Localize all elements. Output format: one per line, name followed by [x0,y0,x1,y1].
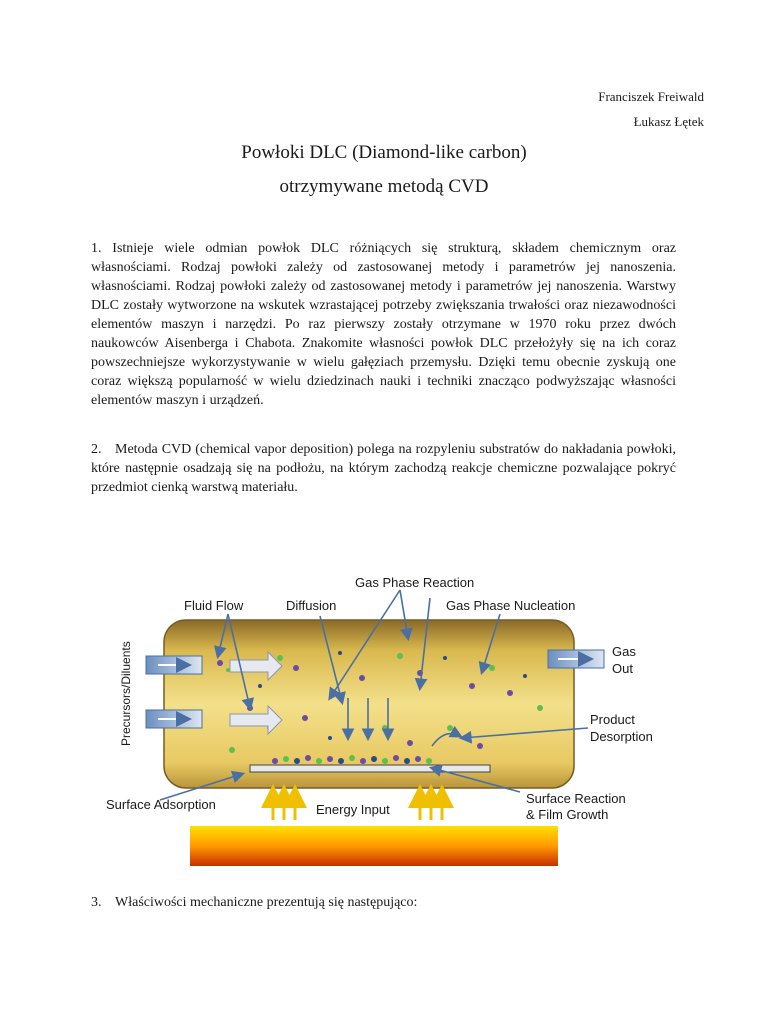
cvd-process-diagram [100,568,660,868]
label-out: Out [612,661,633,676]
section-text: Właściwości mechaniczne prezentują się następująco: [115,895,418,910]
label-fluid-flow: Fluid Flow [184,598,244,613]
heater-block [190,826,558,866]
substrate-plate [250,765,490,772]
label-gas-phase-reaction: Gas Phase Reaction [355,575,475,590]
document-subtitle: otrzymywane metodą CVD [279,176,489,197]
section-number: 3. [91,895,102,910]
label-surface-reaction: Surface Reaction [526,791,626,806]
label-diffusion: Diffusion [286,598,337,613]
reaction-chamber [164,620,574,788]
label-gas: Gas [612,644,636,659]
author-name: Łukasz Łętek [633,114,704,129]
label-precursors: Precursors/Diluents [119,641,133,746]
section-text: Metoda CVD (chemical vapor deposition) polega na rozpyleniu substratów do nakładania powłoki, które następnie osadzają się na podłożu, na którym zachodzą reakcje chemiczne pozwalające pokryć przedmiot cienką warstwą materiału. [91,442,676,495]
section-text: Istnieje wiele odmian powłok DLC różniących się strukturą, składem chemicznym oraz własnościami. Rodzaj powłoki zależy od zastosowanej metody i parametrów jej nanoszenia. własnościami. Rodzaj powłoki zależy od zastosowanej metody i parametrów jej nanoszenia. Warstwy DLC zostały wytworzone na wskutek wzrastającej potrzeby zwiększania trwałości oraz niezawodności elementów maszyn i narzędzi. Po raz pierwszy zostały otrzymane w 1970 roku przez dwóch naukowców Aisenberga i Chabota. Znakomite własności powłok DLC przełożyły się na ich coraz powszechniejsze wykorzystywanie w wielu gałęziach przemysłu. Dzięki temu obecnie zyskują one coraz większą popularność w wielu dziedzinach nauki i techniki znacząco podwyższając własności elementów maszyn i urządzeń. [91,241,677,408]
section-number: 2. [91,442,102,457]
label-film-growth: & Film Growth [526,807,609,822]
section-3-paragraph [91,893,676,912]
authors-block [598,84,704,134]
label-gas-phase-nucleation: Gas Phase Nucleation [446,598,576,613]
section-1-paragraph [91,239,676,410]
label-energy-input: Energy Input [316,802,390,817]
label-surface-adsorption: Surface Adsorption [106,797,216,812]
label-product: Product [590,712,635,727]
author-name: Franciszek Freiwald [598,89,704,104]
document-title: Powłoki DLC (Diamond-like carbon) [241,142,527,163]
section-number: 1. [91,241,102,256]
label-desorption: Desorption [590,729,653,744]
section-2-paragraph [91,440,676,497]
